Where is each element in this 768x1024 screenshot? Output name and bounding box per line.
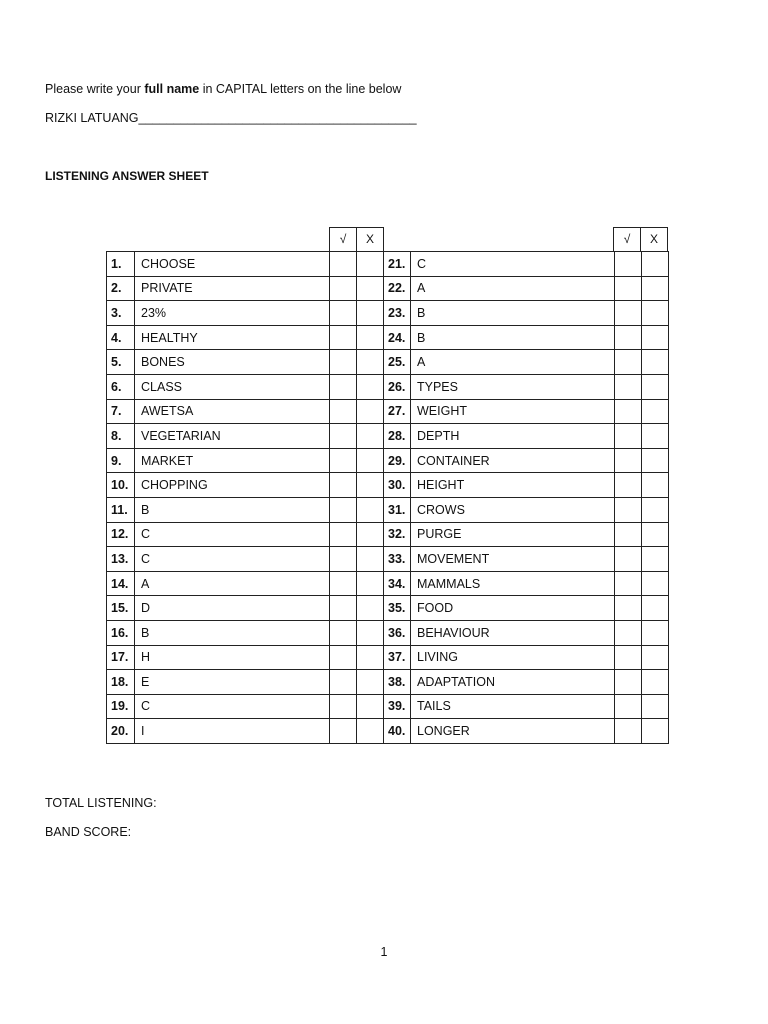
answer-cell: C — [411, 252, 615, 277]
wrong-mark-cell[interactable] — [642, 374, 669, 399]
question-number: 12. — [107, 522, 135, 547]
question-number: 16. — [107, 620, 135, 645]
table-row — [107, 497, 669, 522]
answer-cell: VEGETARIAN — [135, 424, 330, 449]
wrong-mark-cell[interactable] — [357, 645, 384, 670]
correct-mark-cell[interactable] — [330, 620, 357, 645]
total-listening-label: TOTAL LISTENING: — [45, 796, 157, 810]
correct-mark-cell[interactable] — [615, 301, 642, 326]
correct-mark-cell[interactable] — [615, 522, 642, 547]
correct-mark-cell[interactable] — [615, 473, 642, 498]
answer-cell: LONGER — [411, 719, 615, 744]
answer-cell: A — [411, 276, 615, 301]
answer-cell: A — [411, 350, 615, 375]
answer-cell: C — [135, 522, 330, 547]
question-number: 14. — [107, 571, 135, 596]
correct-mark-cell[interactable] — [615, 424, 642, 449]
wrong-mark-cell[interactable] — [642, 424, 669, 449]
table-row — [107, 276, 669, 301]
question-number: 13. — [107, 547, 135, 572]
wrong-mark-cell[interactable] — [357, 252, 384, 277]
question-number: 29. — [384, 448, 411, 473]
answer-cell: FOOD — [411, 596, 615, 621]
correct-mark-cell[interactable] — [330, 694, 357, 719]
full-name-line: RIZKI LATUANG________________________________________ — [45, 111, 417, 125]
wrong-mark-cell[interactable] — [357, 497, 384, 522]
instruction-bold: full name — [144, 82, 200, 96]
table-row — [107, 645, 669, 670]
correct-mark-cell[interactable] — [615, 645, 642, 670]
answer-cell: HEALTHY — [135, 325, 330, 350]
correct-mark-cell[interactable] — [615, 571, 642, 596]
question-number: 10. — [107, 473, 135, 498]
page-number: 1 — [380, 945, 388, 959]
table-row — [107, 547, 669, 572]
question-number: 31. — [384, 497, 411, 522]
question-number: 35. — [384, 596, 411, 621]
question-number: 20. — [107, 719, 135, 744]
table-row — [107, 252, 669, 277]
band-score-label: BAND SCORE: — [45, 825, 132, 839]
wrong-mark-cell[interactable] — [642, 571, 669, 596]
question-number: 6. — [107, 374, 135, 399]
correct-mark-cell[interactable] — [330, 399, 357, 424]
answer-cell: PURGE — [411, 522, 615, 547]
wrong-mark-cell[interactable] — [642, 252, 669, 277]
answer-cell: MOVEMENT — [411, 547, 615, 572]
answer-cell: B — [411, 301, 615, 326]
answer-table-body — [107, 252, 669, 744]
wrong-mark-cell[interactable] — [357, 350, 384, 375]
wrong-mark-cell[interactable] — [642, 522, 669, 547]
correct-mark-cell[interactable] — [330, 374, 357, 399]
wrong-mark-cell[interactable] — [642, 350, 669, 375]
question-number: 26. — [384, 374, 411, 399]
table-row — [107, 374, 669, 399]
wrong-mark-cell[interactable] — [642, 497, 669, 522]
question-number: 24. — [384, 325, 411, 350]
correct-mark-cell[interactable] — [330, 252, 357, 277]
answer-table — [106, 251, 669, 744]
table-row — [107, 325, 669, 350]
correct-mark-cell[interactable] — [330, 596, 357, 621]
answer-cell: B — [135, 497, 330, 522]
question-number: 5. — [107, 350, 135, 375]
table-row — [107, 719, 669, 744]
correct-mark-cell[interactable] — [615, 719, 642, 744]
correct-mark-cell[interactable] — [615, 694, 642, 719]
wrong-mark-cell[interactable] — [357, 547, 384, 572]
correct-mark-cell[interactable] — [615, 670, 642, 695]
correct-mark-cell[interactable] — [330, 497, 357, 522]
wrong-mark-cell[interactable] — [357, 325, 384, 350]
wrong-mark-cell[interactable] — [642, 448, 669, 473]
wrong-mark-cell[interactable] — [357, 571, 384, 596]
answer-cell: CLASS — [135, 374, 330, 399]
question-number: 1. — [107, 252, 135, 277]
wrong-mark-cell[interactable] — [357, 301, 384, 326]
table-row — [107, 596, 669, 621]
question-number: 33. — [384, 547, 411, 572]
question-number: 40. — [384, 719, 411, 744]
answer-cell: AWETSA — [135, 399, 330, 424]
wrong-mark-cell[interactable] — [642, 473, 669, 498]
answer-cell: MAMMALS — [411, 571, 615, 596]
wrong-mark-cell[interactable] — [357, 670, 384, 695]
wrong-mark-cell[interactable] — [357, 596, 384, 621]
wrong-mark-cell[interactable] — [642, 325, 669, 350]
wrong-mark-cell[interactable] — [642, 620, 669, 645]
wrong-mark-cell[interactable] — [642, 670, 669, 695]
question-number: 22. — [384, 276, 411, 301]
correct-mark-cell[interactable] — [615, 276, 642, 301]
question-number: 37. — [384, 645, 411, 670]
correct-mark-cell[interactable] — [330, 547, 357, 572]
sheet-title: LISTENING ANSWER SHEET — [45, 169, 209, 183]
wrong-mark-cell[interactable] — [642, 399, 669, 424]
question-number: 7. — [107, 399, 135, 424]
question-number: 30. — [384, 473, 411, 498]
question-number: 36. — [384, 620, 411, 645]
question-number: 15. — [107, 596, 135, 621]
answer-cell: E — [135, 670, 330, 695]
correct-mark-cell[interactable] — [330, 522, 357, 547]
correct-mark-cell[interactable] — [615, 547, 642, 572]
answer-cell: A — [135, 571, 330, 596]
wrong-mark-cell[interactable] — [357, 424, 384, 449]
table-row — [107, 350, 669, 375]
correct-mark-cell[interactable] — [615, 350, 642, 375]
correct-mark-cell[interactable] — [330, 670, 357, 695]
wrong-mark-cell[interactable] — [357, 473, 384, 498]
correct-mark-cell[interactable] — [615, 374, 642, 399]
correct-mark-cell[interactable] — [330, 301, 357, 326]
table-row — [107, 473, 669, 498]
question-number: 2. — [107, 276, 135, 301]
answer-cell: B — [411, 325, 615, 350]
question-number: 38. — [384, 670, 411, 695]
answer-cell: HEIGHT — [411, 473, 615, 498]
correct-mark-cell[interactable] — [330, 645, 357, 670]
answer-cell: C — [135, 547, 330, 572]
answer-cell: D — [135, 596, 330, 621]
correct-mark-cell[interactable] — [615, 497, 642, 522]
question-number: 28. — [384, 424, 411, 449]
question-number: 34. — [384, 571, 411, 596]
correct-mark-cell[interactable] — [615, 325, 642, 350]
answer-cell: LIVING — [411, 645, 615, 670]
question-number: 21. — [384, 252, 411, 277]
table-row — [107, 670, 669, 695]
answer-cell: CHOOSE — [135, 252, 330, 277]
wrong-mark-cell[interactable] — [642, 547, 669, 572]
answer-cell: BONES — [135, 350, 330, 375]
answer-cell: DEPTH — [411, 424, 615, 449]
answer-cell: B — [135, 620, 330, 645]
wrong-header-left: X — [356, 227, 384, 252]
table-row — [107, 448, 669, 473]
correct-mark-cell[interactable] — [615, 620, 642, 645]
correct-mark-cell[interactable] — [330, 350, 357, 375]
table-row — [107, 301, 669, 326]
answer-cell: MARKET — [135, 448, 330, 473]
answer-cell: ADAPTATION — [411, 670, 615, 695]
table-row — [107, 694, 669, 719]
correct-mark-cell[interactable] — [615, 596, 642, 621]
wrong-mark-cell[interactable] — [357, 694, 384, 719]
table-row — [107, 424, 669, 449]
correct-mark-cell[interactable] — [330, 571, 357, 596]
answer-cell: H — [135, 645, 330, 670]
answer-cell: WEIGHT — [411, 399, 615, 424]
wrong-mark-cell[interactable] — [642, 596, 669, 621]
correct-mark-cell[interactable] — [615, 252, 642, 277]
question-number: 3. — [107, 301, 135, 326]
question-number: 8. — [107, 424, 135, 449]
question-number: 17. — [107, 645, 135, 670]
answer-cell: PRIVATE — [135, 276, 330, 301]
wrong-mark-cell[interactable] — [642, 276, 669, 301]
answer-cell: 23% — [135, 301, 330, 326]
correct-mark-cell[interactable] — [330, 325, 357, 350]
wrong-mark-cell[interactable] — [642, 645, 669, 670]
table-row — [107, 399, 669, 424]
wrong-mark-cell[interactable] — [642, 694, 669, 719]
question-number: 9. — [107, 448, 135, 473]
question-number: 32. — [384, 522, 411, 547]
instruction-part: Please write your — [45, 82, 145, 96]
correct-mark-cell[interactable] — [330, 424, 357, 449]
wrong-mark-cell[interactable] — [357, 522, 384, 547]
correct-mark-cell[interactable] — [330, 448, 357, 473]
wrong-mark-cell[interactable] — [357, 448, 384, 473]
instruction-text — [45, 82, 401, 96]
answer-cell: TYPES — [411, 374, 615, 399]
answer-cell: CONTAINER — [411, 448, 615, 473]
question-number: 11. — [107, 497, 135, 522]
instruction-part: in CAPITAL letters on the line below — [199, 82, 402, 96]
question-number: 23. — [384, 301, 411, 326]
correct-mark-cell[interactable] — [330, 473, 357, 498]
table-row — [107, 522, 669, 547]
question-number: 19. — [107, 694, 135, 719]
correct-mark-cell[interactable] — [615, 399, 642, 424]
answer-cell: BEHAVIOUR — [411, 620, 615, 645]
question-number: 4. — [107, 325, 135, 350]
wrong-mark-cell[interactable] — [357, 399, 384, 424]
answer-cell: CROWS — [411, 497, 615, 522]
correct-header-left: √ — [329, 227, 357, 252]
correct-header-right: √ — [613, 227, 641, 252]
correct-mark-cell[interactable] — [330, 719, 357, 744]
correct-mark-cell[interactable] — [330, 276, 357, 301]
wrong-mark-cell[interactable] — [357, 276, 384, 301]
answer-cell: TAILS — [411, 694, 615, 719]
question-number: 18. — [107, 670, 135, 695]
wrong-mark-cell[interactable] — [357, 620, 384, 645]
wrong-mark-cell[interactable] — [642, 719, 669, 744]
correct-mark-cell[interactable] — [615, 448, 642, 473]
wrong-mark-cell[interactable] — [642, 301, 669, 326]
wrong-mark-cell[interactable] — [357, 719, 384, 744]
question-number: 25. — [384, 350, 411, 375]
answer-cell: I — [135, 719, 330, 744]
answer-cell: C — [135, 694, 330, 719]
answer-cell: CHOPPING — [135, 473, 330, 498]
question-number: 27. — [384, 399, 411, 424]
table-row — [107, 620, 669, 645]
table-row — [107, 571, 669, 596]
wrong-header-right: X — [640, 227, 668, 252]
question-number: 39. — [384, 694, 411, 719]
wrong-mark-cell[interactable] — [357, 374, 384, 399]
